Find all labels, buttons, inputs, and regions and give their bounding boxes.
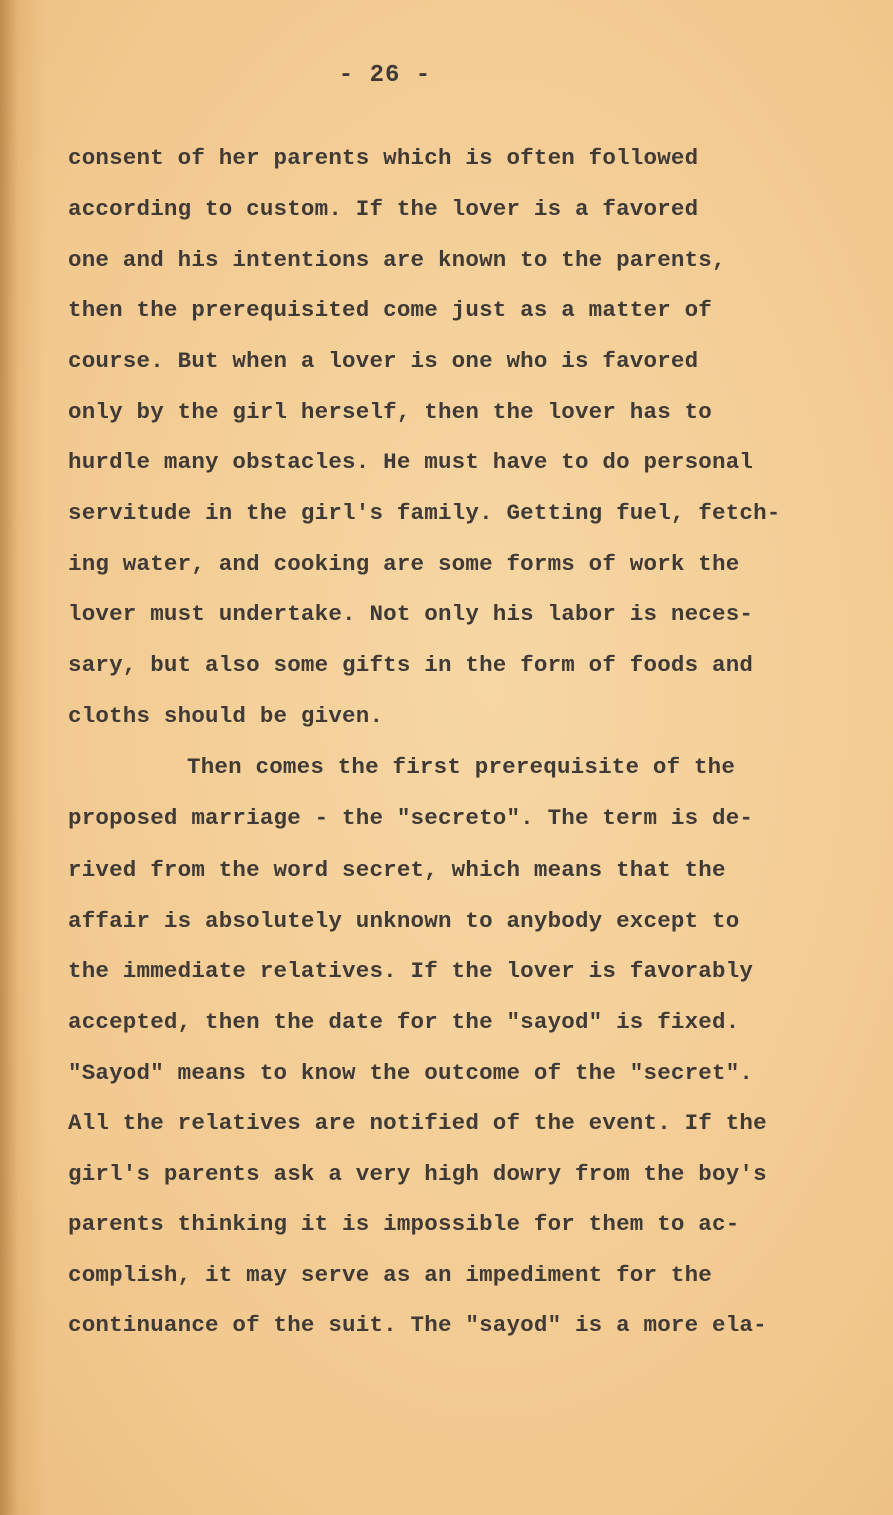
paragraph-start-line: Then comes the first prerequisite of the [187,754,736,780]
text-line: course. But when a lover is one who is favored [68,348,699,374]
text-line: cloths should be given. [68,703,384,729]
text-line: "Sayod" means to know the outcome of the "secret". [68,1060,754,1086]
page-number: - 26 - [338,62,432,89]
text-line: hurdle many obstacles. He must have to do personal [68,449,754,475]
text-line: continuance of the suit. The "sayod" is a more ela- [68,1312,767,1338]
text-line: parents thinking it is impossible for them to ac- [68,1211,740,1237]
text-line: ing water, and cooking are some forms of work the [68,551,740,577]
text-line: sary, but also some gifts in the form of foods and [68,652,754,678]
text-line: the immediate relatives. If the lover is favorably [68,958,754,984]
text-line: accepted, then the date for the "sayod" is fixed. [68,1009,740,1035]
text-line: affair is absolutely unknown to anybody except to [68,908,740,934]
text-line: proposed marriage - the "secreto". The term is de- [68,805,754,831]
text-line: girl's parents ask a very high dowry from the boy's [68,1161,767,1187]
text-line: rived from the word secret, which means that the [68,857,726,883]
text-line: complish, it may serve as an impediment for the [68,1262,713,1288]
text-line: consent of her parents which is often followed [68,145,699,171]
text-line: according to custom. If the lover is a favored [68,196,699,222]
text-line: lover must undertake. Not only his labor is neces- [68,601,754,627]
text-line: servitude in the girl's family. Getting fuel, fetch- [68,500,781,526]
text-line: All the relatives are notified of the event. If the [68,1110,767,1136]
text-line: one and his intentions are known to the parents, [68,247,726,273]
text-line: only by the girl herself, then the lover has to [68,399,713,425]
text-line: then the prerequisited come just as a matter of [68,297,713,323]
